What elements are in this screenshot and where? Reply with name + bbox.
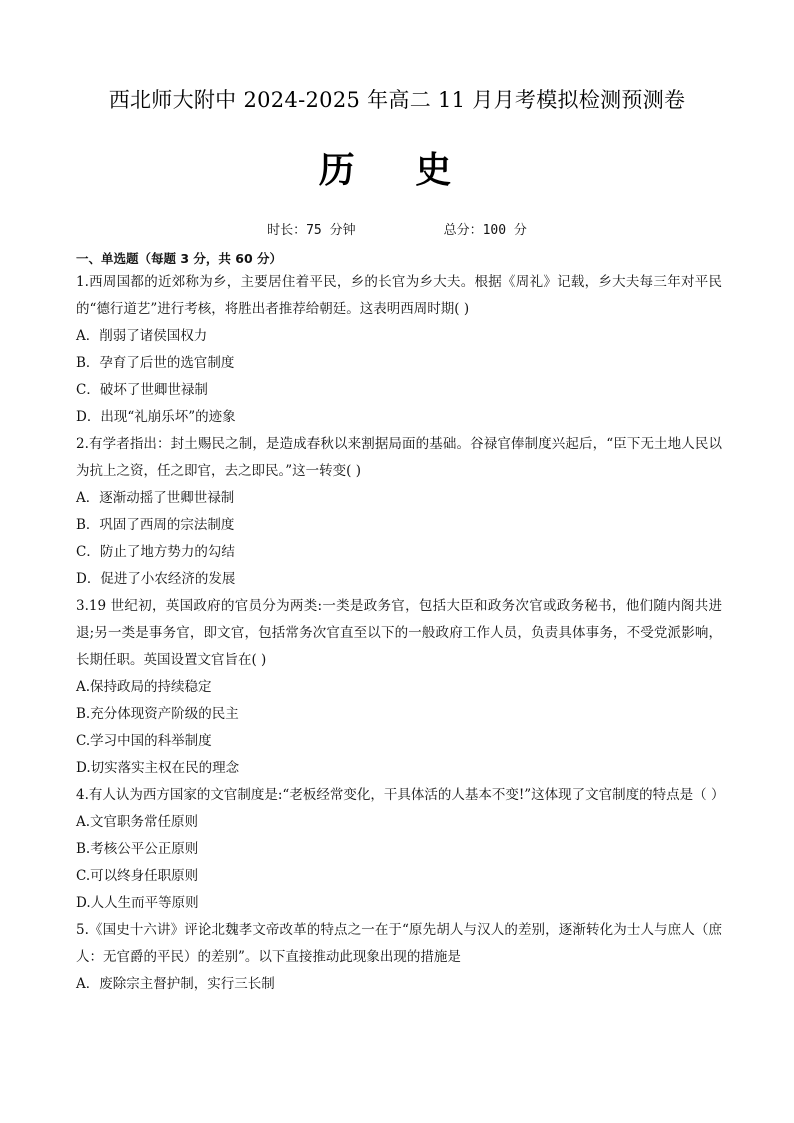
choice-option: A．废除宗主督护制，实行三长制 (76, 976, 275, 992)
choice-option: B．孕育了后世的选官制度 (76, 355, 235, 371)
exam-total-score: 总分：100 分 (443, 223, 527, 238)
question-section (76, 250, 725, 998)
exam-duration: 时长：75 分钟 (267, 223, 356, 238)
exam-meta (0, 221, 794, 241)
question-stem: 3.19 世纪初，英国政府的官员分为两类:一类是政务官，包括大臣和政务次官或政务秘书，他们随内阁共进退;另一类是事务官，即文官，包括常务次官直至以下的一般政府工作人员，负责具体事务，不受党派影响，长期任职。英国设置文官旨在( ) (76, 598, 722, 668)
choice-option: C．破坏了世卿世禄制 (76, 382, 208, 398)
question-stem: 5.《国史十六讲》评论北魏孝文帝改革的特点之一在于“原先胡人与汉人的差别，逐渐转化为士人与庶人（庶人：无官爵的平民）的差别”。以下直接推动此现象出现的措施是 (76, 922, 722, 965)
question-1 (76, 269, 722, 431)
choice-option: D.人人生而平等原则 (76, 895, 199, 911)
question-5 (76, 917, 722, 998)
choice-option: D.切实落实主权在民的理念 (76, 760, 240, 776)
choice-option: C.可以终身任职原则 (76, 868, 199, 884)
choice-option: B．巩固了西周的宗法制度 (76, 517, 235, 533)
question-stem: 4.有人认为西方国家的文官制度是:“老板经常变化，干具体活的人基本不变!”这体现了文官制度的特点是（ ） (76, 787, 725, 803)
question-stem: 1.西周国都的近郊称为乡，主要居住着平民，乡的长官为乡大夫。根据《周礼》记载，乡大夫每三年对平民的“德行道艺”进行考核，将胜出者推荐给朝廷。这表明西周时期( ) (76, 274, 722, 317)
choice-option: A.文官职务常任原则 (76, 814, 199, 830)
question-2 (76, 431, 722, 593)
choice-option: D．出现“礼崩乐坏”的迹象 (76, 409, 236, 425)
question-4 (76, 782, 725, 917)
choice-option: C．防止了地方势力的勾结 (76, 544, 235, 560)
choice-option: D．促进了小农经济的发展 (76, 571, 236, 587)
question-3 (76, 593, 722, 782)
choice-option: B.考核公平公正原则 (76, 841, 199, 857)
section-title: 一、单选题（每题 3 分，共 60 分） (76, 251, 283, 266)
subject-title: 历 史 (318, 150, 476, 191)
choice-option: B.充分体现资产阶级的民主 (76, 706, 239, 722)
choice-option: A．削弱了诸侯国权力 (76, 328, 208, 344)
question-stem: 2.有学者指出：封土赐民之制，是造成春秋以来割据局面的基础。谷禄官俸制度兴起后，“臣下无土地人民以为抗上之资，任之即官，去之即民。”这一转变( ) (76, 436, 722, 479)
choice-option: C.学习中国的科举制度 (76, 733, 212, 749)
choice-option: A．逐渐动摇了世卿世禄制 (76, 490, 235, 506)
choice-option: A.保持政局的持续稳定 (76, 679, 212, 695)
exam-title: 西北师大附中 2024-2025 年高二 11 月月考模拟检测预测卷 (108, 88, 686, 112)
